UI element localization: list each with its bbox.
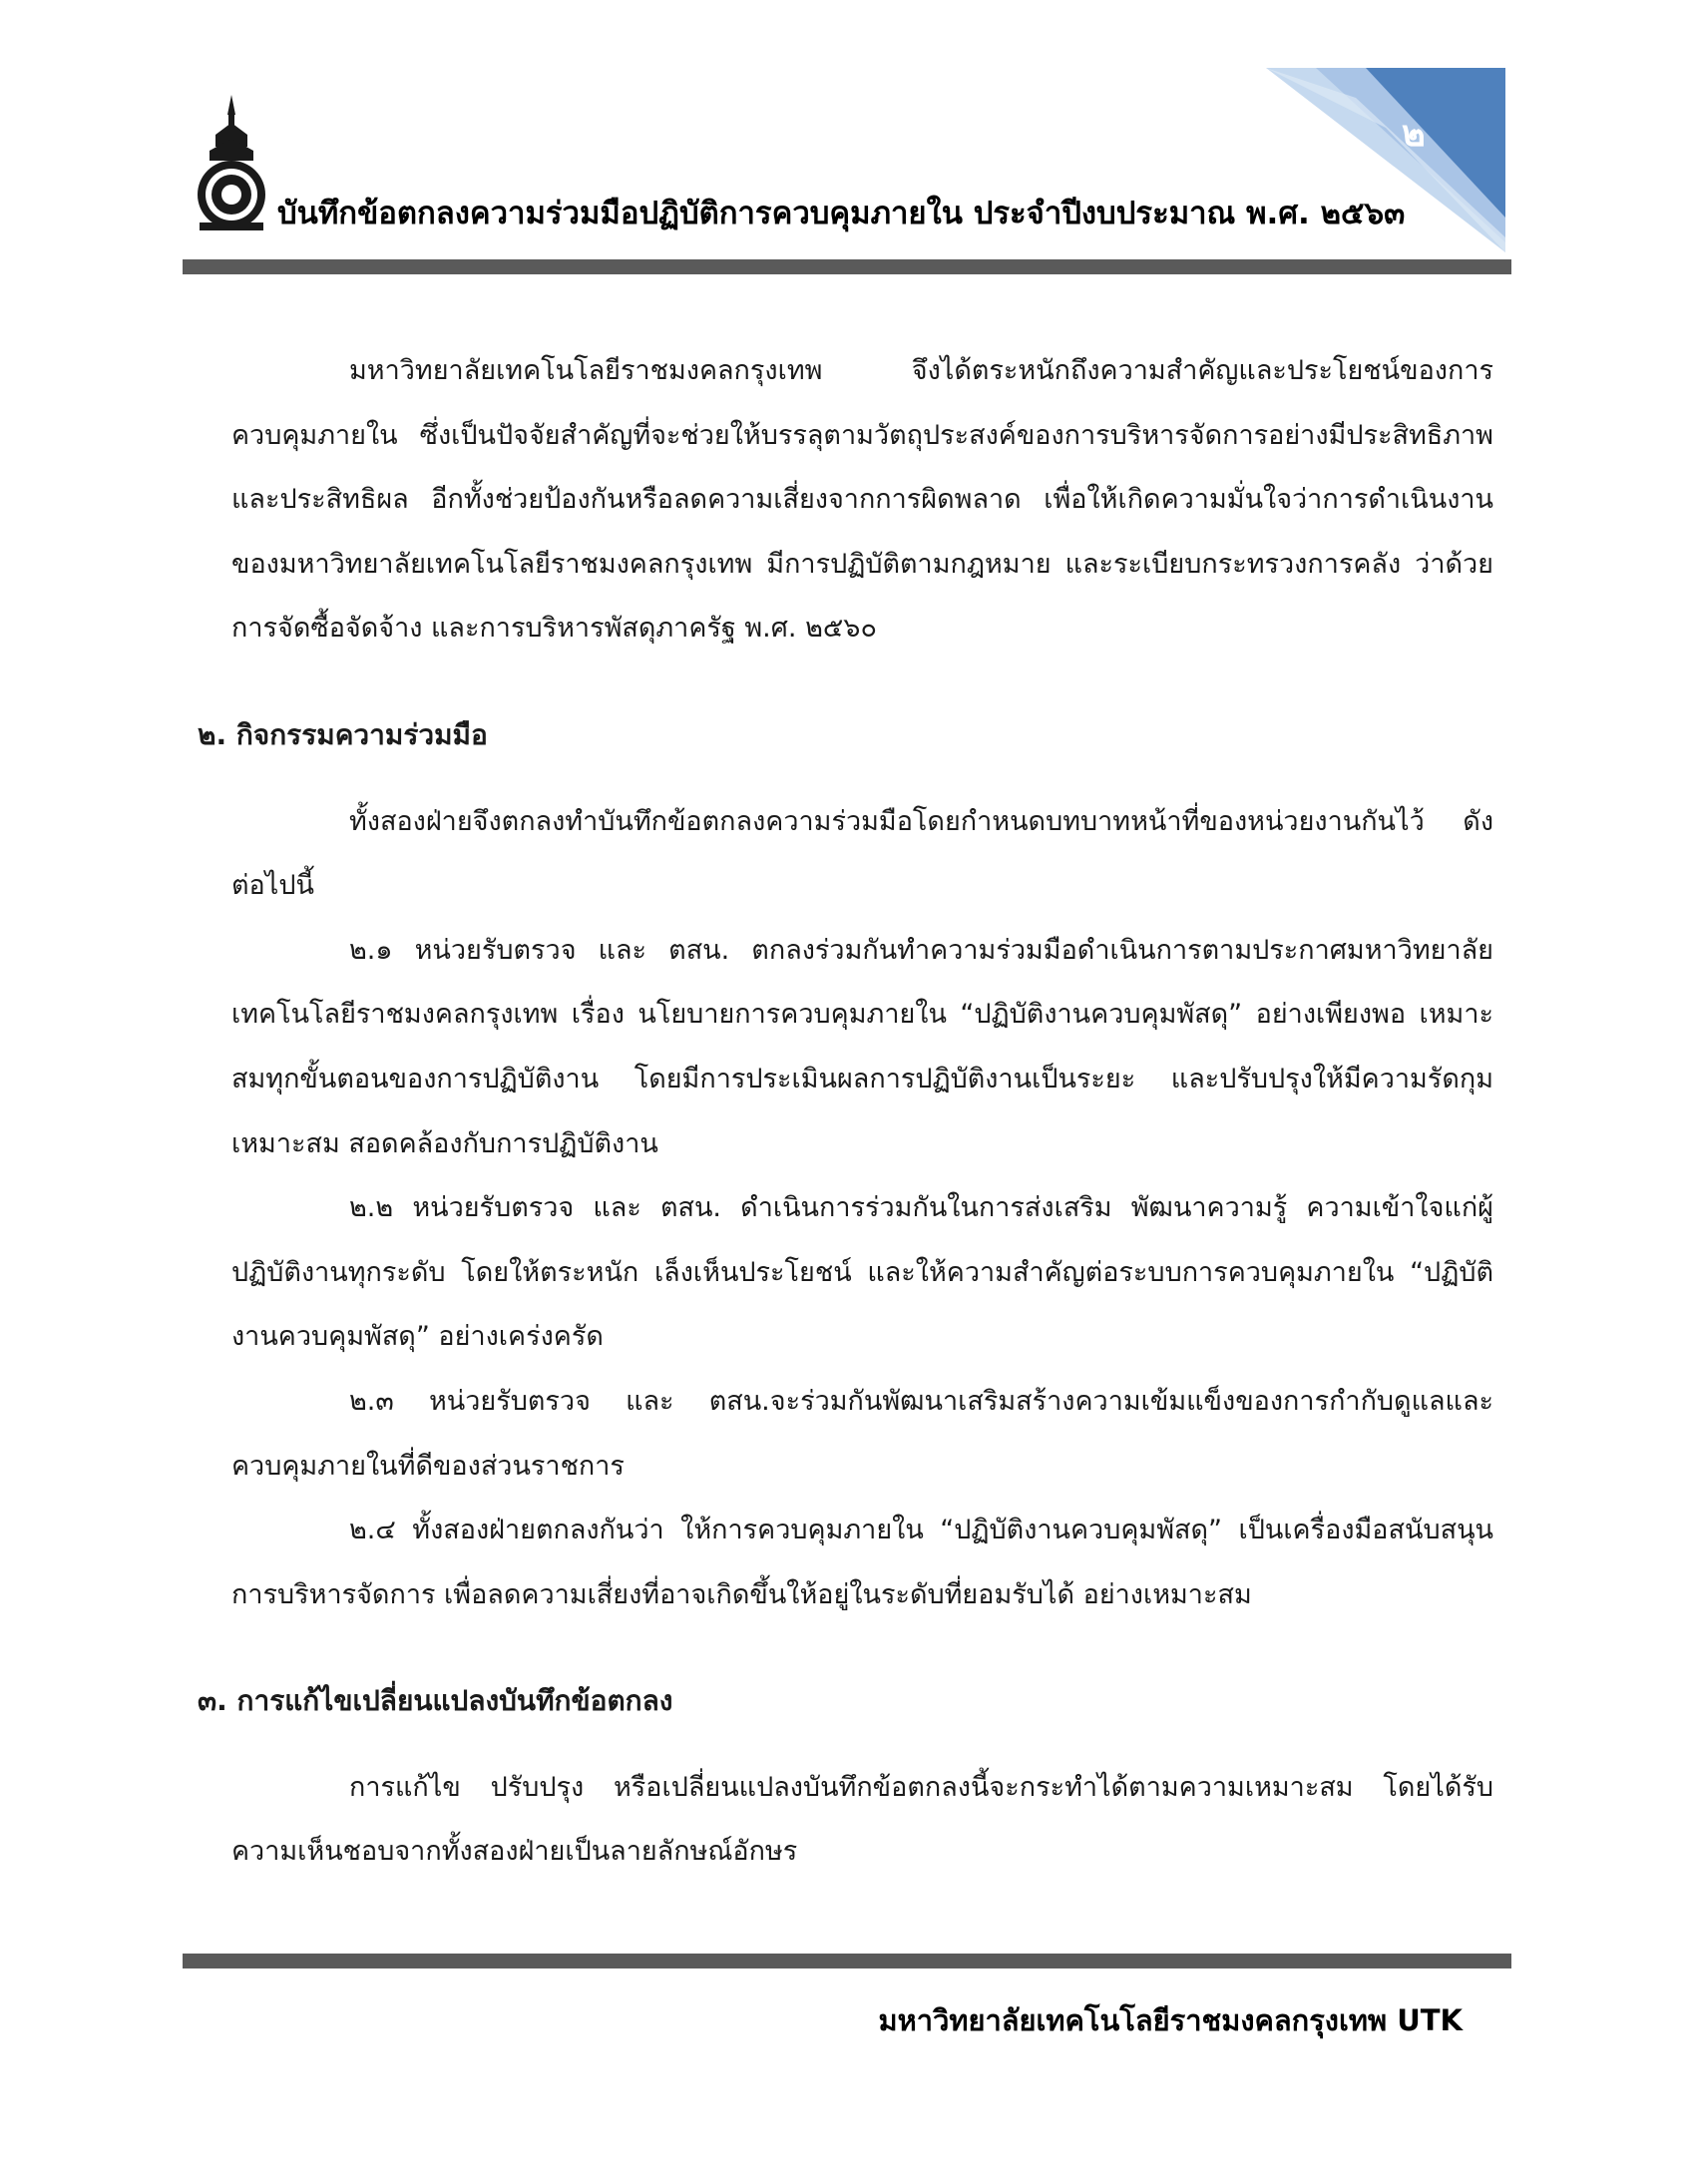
document-body: [198, 339, 1493, 1885]
section-2-item-3: ๒.๓ หน่วยรับตรวจ และ ตสน.จะร่วมกันพัฒนาเสริมสร้างความเข้มแข็งของการกำกับดูแลและควบคุมภายในที่ดีของส่วนราชการ: [231, 1385, 1493, 1482]
university-logo: [196, 95, 267, 234]
section-2-item-4: ๒.๔ ทั้งสองฝ่ายตกลงกันว่า ให้การควบคุมภายใน “ปฏิบัติงานควบคุมพัสดุ” เป็นเครื่องมือสนับสนุนการบริหารจัดการ เพื่อลดความเสี่ยงที่อาจเกิดขึ้นให้อยู่ในระดับที่ยอมรับได้ อย่างเหมาะสม: [231, 1515, 1493, 1610]
section-3-heading: ๓. การแก้ไขเปลี่ยนแปลงบันทึกข้อตกลง: [198, 1684, 673, 1718]
footer-university-name: มหาวิทยาลัยเทคโนโลยีราชมงคลกรุงเทพ UTK: [878, 2003, 1463, 2037]
section-2-intro: ทั้งสองฝ่ายจึงตกลงทำบันทึกข้อตกลงความร่วมมือโดยกำหนดบทบาทหน้าที่ของหน่วยงานกันไว้ ดังต่อไปนี้: [231, 805, 1493, 902]
section-2-item-2: ๒.๒ หน่วยรับตรวจ และ ตสน. ดำเนินการร่วมกันในการส่งเสริม พัฒนาความรู้ ความเข้าใจแก่ผู้ปฏิบัติงานทุกระดับ โดยให้ตระหนัก เล็งเห็นประโยชน์ และให้ความสำคัญต่อระบบการควบคุมภายใน “ปฏิบัติงานควบคุมพัสดุ” อย่างเคร่งครัด: [231, 1192, 1493, 1353]
section-2-heading: ๒. กิจกรรมความร่วมมือ: [198, 717, 488, 751]
page-number: ๒: [1402, 114, 1426, 155]
intro-paragraph: มหาวิทยาลัยเทคโนโลยีราชมงคลกรุงเทพ จึงได้ตระหนักถึงความสำคัญและประโยชน์ของการควบคุมภายใน ซึ่งเป็นปัจจัยสำคัญที่จะช่วยให้บรรลุตามวัตถุประสงค์ของการบริหารจัดการอย่างมีประสิทธิภาพ และประสิทธิผล อีกทั้งช่วยป้องกันหรือลดความเสี่ยงจากการผิดพลาด เพื่อให้เกิดความมั่นใจว่าการดำเนินงานของมหาวิทยาลัยเทคโนโลยีราชมงคลกรุงเทพ มีการปฏิบัติตามกฎหมาย และระเบียบกระทรวงการคลัง ว่าด้วยการจัดซื้อจัดจ้าง และการบริหารพัสดุภาครัฐ พ.ศ. ๒๕๖๐: [231, 355, 1493, 645]
footer-divider: [183, 1954, 1511, 1968]
document-title: บันทึกข้อตกลงความร่วมมือปฏิบัติการควบคุมภายใน ประจำปีงบประมาณ พ.ศ. ๒๕๖๓: [277, 196, 1406, 231]
header-divider: [183, 259, 1511, 274]
section-3-text: การแก้ไข ปรับปรุง หรือเปลี่ยนแปลงบันทึกข้อตกลงนี้จะกระทำได้ตามความเหมาะสม โดยได้รับความเห็นชอบจากทั้งสองฝ่ายเป็นลายลักษณ์อักษร: [231, 1771, 1493, 1868]
section-2-item-1: ๒.๑ หน่วยรับตรวจ และ ตสน. ตกลงร่วมกันทำความร่วมมือดำเนินการตามประกาศมหาวิทยาลัยเทคโนโลยีราชมงคลกรุงเทพ เรื่อง นโยบายการควบคุมภายใน “ปฏิบัติงานควบคุมพัสดุ” อย่างเพียงพอ เหมาะสมทุกขั้นตอนของการปฏิบัติงาน โดยมีการประเมินผลการปฏิบัติงานเป็นระยะ และปรับปรุงให้มีความรัดกุม เหมาะสม สอดคล้องกับการปฏิบัติงาน: [231, 934, 1493, 1159]
